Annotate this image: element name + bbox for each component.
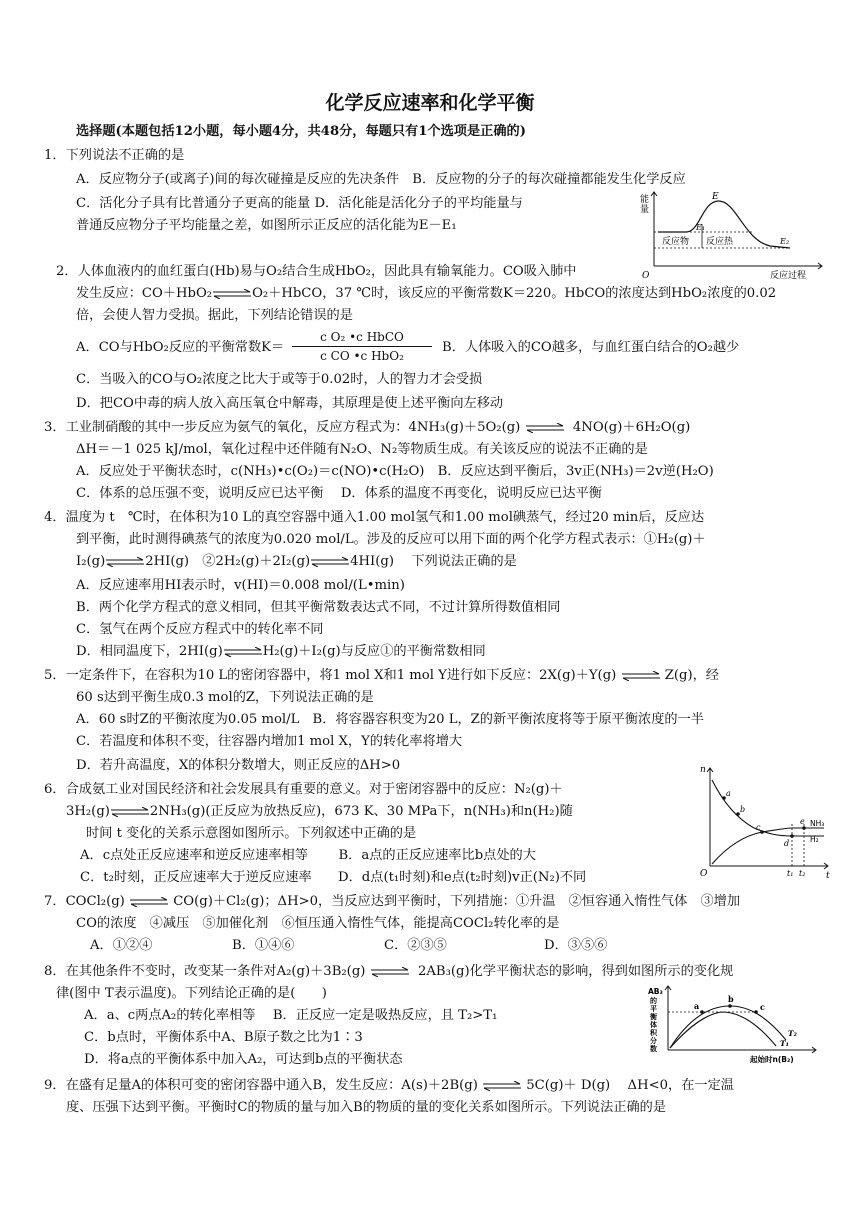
q2-fraction-num: c O₂ •c HbCO: [292, 328, 432, 347]
q4-option-c: C．氢气在两个反应方程式中的转化率不同: [76, 622, 324, 637]
q3-options-cd: C．体系的总压强不变，说明反应已达平衡 D．体系的温度不再变化，说明反应已达平衡: [76, 486, 602, 501]
q3-line-1b: 4NO(g)＋6H₂O(g): [572, 420, 691, 435]
nt-point-c: c: [756, 823, 761, 832]
q5-options-ab: A．60 s时Z的平衡浓度为0.05 mol/L B．将容器容积变为20 L，Z的新平衡浓度将等于原平衡浓度的一半: [76, 712, 704, 727]
nt-nh3-label: NH₃: [810, 819, 825, 828]
q7-line-2: CO的浓度 ④减压 ⑤加催化剂 ⑥恒压通入惰性气体，能提高COCl₂转化率的是: [76, 916, 560, 931]
reversible-arrow-icon: [129, 897, 169, 907]
energy-e1-label: E₁: [696, 223, 706, 232]
ab3-point-a: a: [694, 1001, 700, 1011]
q6-line-2: [66, 802, 573, 822]
nt-point-a: a: [726, 789, 731, 798]
nt-h2-label: H₂: [810, 835, 819, 844]
nt-point-b: b: [740, 805, 746, 814]
q1-stem: 1．下列说法不正确的是: [44, 148, 185, 163]
ab3-ylabel-6: 分: [650, 1037, 657, 1045]
q5-line-1: [44, 666, 719, 686]
energy-reactant-label: 反应物: [662, 237, 690, 247]
q7-option-a: A．①②④: [90, 938, 153, 953]
ab3-t1-label: T₁: [780, 1039, 789, 1048]
q4-line-3b: 2HI(g) ②2H₂(g)＋2I₂(g): [145, 554, 311, 569]
q6-options-ab: A．c点处正反应速率和逆反应速率相等 B．a点的正反应速率比b点处的大: [80, 848, 536, 863]
q7-option-d: D．③⑤⑥: [544, 938, 608, 953]
reversible-arrow-icon: [105, 557, 145, 567]
q8-option-c: C．b点时，平衡体系中A、B原子数之比为1∶3: [84, 1030, 363, 1045]
q4-line-1: 4．温度为 t ℃时，在体积为10 L的真空容器中通入1.00 mol氢气和1.00 mol碘蒸气，经过20 min后，反应达: [44, 510, 705, 525]
q6-line-1: 6．合成氨工业对国民经济和社会发展具有重要的意义。对于密闭容器中的反应：N₂(g)＋: [44, 782, 563, 797]
nt-origin: O: [700, 869, 708, 879]
q8-options-ab: A．a、c两点A₂的转化率相等 B．正反应一定是吸热反应，且 T₂>T₁: [84, 1008, 498, 1023]
q2-option-a: A．CO与HbO₂反应的平衡常数K＝: [76, 340, 285, 355]
ab3-ylabel-3: 衡: [650, 1013, 657, 1021]
q8-line-1a: 8．在其他条件不变时，改变某一条件对A₂(g)＋3B₂(g): [44, 964, 366, 979]
q3-options-ab: A．反应处于平衡状态时，c(NH₃)•c(O₂)＝c(NO)•c(H₂O) B．反应达到平衡后，3v正(NH₃)＝2v逆(H₂O): [76, 464, 714, 479]
ab3-ylabel-1: 的: [650, 997, 657, 1005]
nt-t2-label: t₂: [799, 869, 806, 878]
q1-options-cd: C．活化分子具有比普通分子更高的能量 D．活化能是活化分子的平均能量与: [76, 196, 523, 211]
reversible-arrow-icon: [525, 423, 565, 433]
q3-line-1a: 3．工业制硝酸的其中一步反应为氨气的氧化，反应方程式为：4NH₃(g)＋5O₂(g): [44, 420, 521, 435]
q2-option-d: D．把CO中毒的病人放入高压氧仓中解毒，其原理是使上述平衡向左移动: [76, 396, 504, 411]
q4-line-2: 到平衡，此时测得碘蒸气的浓度为0.020 mol/L。涉及的反应可以用下面的两个化学方程式表示：①H₂(g)＋: [76, 532, 706, 547]
q4-option-b: B．两个化学方程式的意义相同，但其平衡常数表达式不同，不过计算所得数值相同: [76, 600, 561, 615]
nt-graph: [698, 762, 834, 880]
energy-diagram: [640, 188, 830, 281]
q2-option-c: C．当吸入的CO与O₂浓度之比大于或等于0.02时，人的智力才会受损: [76, 372, 483, 387]
ab3-ylabel-5: 积: [650, 1029, 657, 1037]
energy-ylabel-2: 量: [640, 205, 650, 215]
q7-line-1: [44, 892, 740, 912]
q4-line-3c: 4HI(g) 下列说法正确的是: [350, 554, 517, 569]
q7-option-c: C．②③⑤: [384, 938, 447, 953]
reversible-arrow-icon: [310, 557, 350, 567]
q2-line-1: 2．人体血液内的血红蛋白(Hb)易与O₂结合生成HbO₂，因此具有输氧能力。CO吸入肺中: [56, 264, 577, 279]
q3-line-2: ΔH＝－1 025 kJ/mol，氧化过程中还伴随有N₂O、N₂等物质生成。有关该反应的说法不正确的是: [76, 442, 648, 457]
reversible-arrow-icon: [223, 647, 263, 657]
reversible-arrow-icon: [482, 1081, 522, 1091]
nt-point-e: e: [800, 817, 805, 826]
energy-ylabel-1: 能: [640, 195, 650, 205]
ab3-ylabel-2: 平: [650, 1005, 657, 1013]
ab3-ylabel-0: AB₃: [648, 987, 663, 996]
q7-line-1a: 7．COCl₂(g): [44, 894, 125, 909]
ab3-xlabel: 起始时n(B₂): [750, 1055, 794, 1064]
q8-option-d: D．将a点的平衡体系中加入A₂，可达到b点的平衡状态: [84, 1052, 403, 1067]
q1-option-d-cont: 普通反应物分子平均能量之差，如图所示正反应的活化能为E－E₁: [76, 218, 457, 233]
section-heading: 选择题(本题包括12小题，每小题4分，共48分，每题只有1个选项是正确的): [76, 124, 526, 139]
q5-option-c: C．若温度和体积不变，往容器内增加1 mol X，Y的转化率将增大: [76, 734, 463, 749]
q4-line-3: [76, 552, 517, 572]
q9-line-1a: 9．在盛有足量A的体积可变的密闭容器中通入B，发生反应：A(s)＋2B(g): [44, 1078, 478, 1093]
reversible-arrow-icon: [110, 807, 150, 817]
q2-line-2: [76, 284, 776, 304]
ab3-graph: [646, 984, 822, 1066]
ab3-ylabel-7: 数: [650, 1045, 657, 1053]
q6-line-2a: 3H₂(g): [66, 804, 110, 819]
q9-line-1b: 5C(g)＋ D(g) ΔH<0，在一定温: [526, 1078, 734, 1093]
q7-line-1b: CO(g)＋Cl₂(g)；ΔH>0，当反应达到平衡时，下列措施：①升温 ②恒容通入惰性气体 ③增加: [173, 894, 741, 909]
reversible-arrow-icon: [621, 671, 661, 681]
ab3-t2-label: T₂: [788, 1029, 797, 1038]
energy-heat-label: 反应热: [706, 237, 734, 247]
reversible-arrow-icon: [212, 289, 252, 299]
q1-options-ab: A．反应物分子(或离子)间的每次碰撞是反应的先决条件 B．反应物的分子的每次碰撞都能发生化学反应: [76, 172, 686, 187]
q5-line-1b: Z(g)，经: [664, 668, 719, 683]
q5-option-d: D．若升高温度，X的体积分数增大，则正反应的ΔH>0: [76, 758, 401, 773]
q3-line-1: [44, 418, 690, 438]
q2-line-3: 倍，会使人智力受损。据此，下列结论错误的是: [76, 308, 353, 323]
q8-line-1: [44, 962, 733, 982]
energy-peak-label: E: [712, 192, 719, 202]
q4-option-d: [76, 642, 486, 662]
nt-xlabel: t: [826, 871, 830, 881]
q6-line-3: 时间 t 变化的关系示意图如图所示。下列叙述中正确的是: [86, 826, 417, 841]
q2-fraction: [292, 328, 432, 365]
page-title: 化学反应速率和化学平衡: [325, 92, 535, 114]
q8-line-1b: 2AB₃(g)化学平衡状态的影响，得到如图所示的变化规: [418, 964, 734, 979]
nt-ylabel: n: [700, 765, 706, 775]
energy-e2-label: E₂: [780, 237, 790, 246]
energy-xlabel: 反应过程: [770, 271, 807, 281]
q9-line-2: 度、压强下达到平衡。平衡时C的物质的量与加入B的物质的量的变化关系如图所示。下列说法正确的是: [66, 1100, 667, 1115]
q2-fraction-den: c CO •c HbO₂: [320, 349, 404, 363]
q2-option-b: B．人体吸入的CO越多，与血红蛋白结合的O₂越少: [442, 340, 740, 355]
q4-option-a: A．反应速率用HI表示时，v(HI)＝0.008 mol/(L•min): [76, 578, 405, 593]
q7-option-b: B．①④⑥: [232, 938, 295, 953]
energy-origin: O: [642, 271, 650, 281]
q8-line-2: 律(图中 T表示温度)。下列结论正确的是( ): [56, 986, 327, 1001]
q5-line-1a: 5．一定条件下，在容积为10 L的密闭容器中，将1 mol X和1 mol Y进行如下反应：2X(g)＋Y(g): [44, 668, 617, 683]
q4-line-3a: I₂(g): [76, 554, 106, 569]
reversible-arrow-icon: [370, 967, 410, 977]
q6-options-cd: C．t₂时刻，正反应速率大于逆反应速率 D．d点(t₁时刻)和e点(t₂时刻)v正(N₂)不同: [80, 870, 587, 885]
q6-line-2b: 2NH₃(g)(正反应为放热反应)，673 K、30 MPa下，n(NH₃)和n(H₂)随: [149, 804, 573, 819]
q4-option-d2: H₂(g)＋I₂(g)与反应①的平衡常数相同: [262, 644, 486, 659]
q9-line-1: [44, 1076, 734, 1096]
ab3-point-c: c: [760, 1002, 765, 1012]
q5-line-2: 60 s达到平衡生成0.3 mol的Z，下列说法正确的是: [76, 690, 374, 705]
ab3-point-b: b: [728, 994, 734, 1004]
nt-t1-label: t₁: [787, 869, 794, 878]
q4-option-d1: D．相同温度下，2HI(g): [76, 644, 223, 659]
ab3-ylabel-4: 体: [650, 1021, 657, 1029]
q2-line-2b: O₂＋HbCO，37 ℃时，该反应的平衡常数K＝220。HbCO的浓度达到HbO₂浓度的0.02: [252, 286, 777, 301]
nt-point-d: d: [784, 839, 790, 848]
q2-line-2a: 发生反应：CO＋HbO₂: [76, 286, 213, 301]
